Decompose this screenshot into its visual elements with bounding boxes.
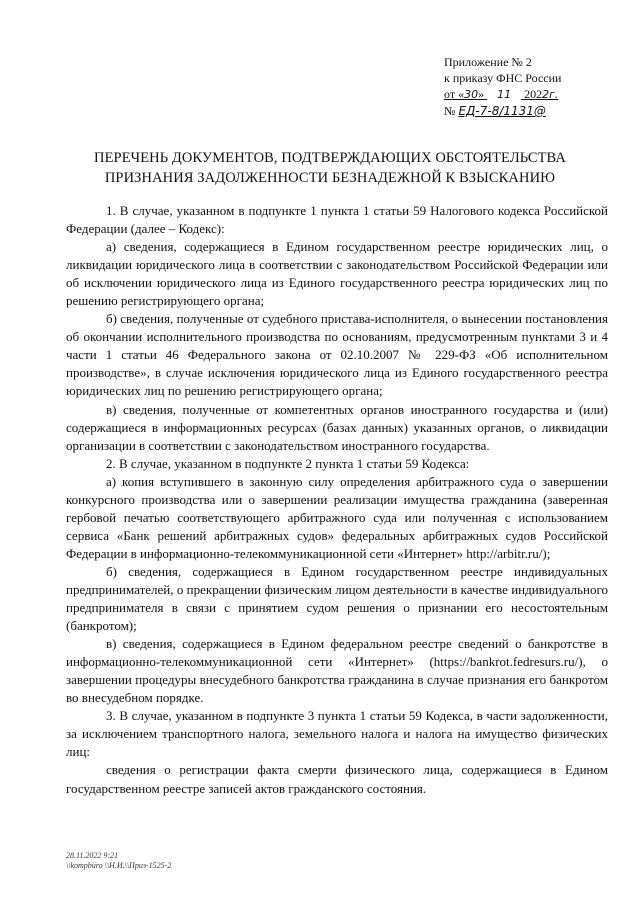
appendix-date-year-suffix: 2г. (542, 88, 559, 101)
appendix-date-month: 11 (497, 88, 512, 101)
paragraph-2c: в) сведения, содержащиеся в Едином федеральном реестре сведений о банкротстве в информационно-телекоммуникационной сети «Интернет» (https://bankrot.fedresurs.ru/), о завершении процедуры внесудебного банкротства гражданина в случае признания его банкротом во внесудебном порядке. (66, 636, 608, 706)
appendix-number (444, 103, 624, 119)
appendix-date-day: 30 (464, 88, 479, 101)
title-line-2: ПРИЗНАНИЯ ЗАДОЛЖЕННОСТИ БЕЗНАДЕЖНОЙ К ВЗЫСКАНИЮ (104, 170, 556, 186)
paragraph-1: 1. В случае, указанном в подпункте 1 пункта 1 статьи 59 Налогового кодекса Российской Федерации (далее – Кодекс): (66, 203, 608, 237)
appendix-order-ref: к приказу ФНС России (444, 71, 562, 85)
paragraph-2a: а) копия вступившего в законную силу определения арбитражного суда о завершении конкурсного производства или о завершении реализации имущества гражданина (заверенная гербовой печатью соответствующего арбитражного суда или полученная с использованием сервиса «Банк решений арбитражных судов» федеральных арбитражных судов Российской Федерации в информационно-телекоммуникационной сети «Интернет» http://arbitr.ru/); (66, 473, 608, 561)
paragraph-2b: б) сведения, содержащиеся в Едином государственном реестре индивидуальных предпринимателей, о прекращении физическим лицом деятельности в качестве индивидуального предпринимателя в связи с принятием судом решения о признании его несостоятельным (банкротом); (66, 563, 608, 634)
title-line-1: ПЕРЕЧЕНЬ ДОКУМЕНТОВ, ПОДТВЕРЖДАЮЩИХ ОБСТОЯТЕЛЬСТВА (94, 150, 566, 166)
footer-path: \\kompburo \\Н.И.\\Приз-1525-2 (66, 861, 172, 870)
appendix-block (444, 54, 624, 119)
document-title (40, 148, 620, 188)
appendix-date-mid: » (478, 87, 485, 101)
appendix-date-prefix: от « (444, 87, 465, 101)
footer-timestamp: 28.11.2022 9:21 (66, 851, 119, 860)
appendix-date-year-prefix: 202 (524, 87, 543, 101)
file-footer (66, 851, 171, 871)
document-body (66, 202, 608, 798)
paragraph-3: 3. В случае, указанном в подпункте 3 пункта 1 статьи 59 Кодекса, в части задолженности, за исключением транспортного налога, земельного налога и налога на имущество физических лиц: (66, 708, 608, 760)
appendix-number-value: ЕД-7-8/1131@ (458, 104, 546, 118)
paragraph-3-text: сведения о регистрации факта смерти физического лица, содержащиеся в Едином государственном реестре записей актов гражданского состояния. (66, 762, 608, 796)
paragraph-2: 2. В случае, указанном в подпункте 2 пункта 1 статьи 59 Кодекса: (106, 455, 470, 471)
paragraph-1a: а) сведения, содержащиеся в Едином государственном реестре юридических лиц, о ликвидации юридического лица в соответствии с законодательством Российской Федерации или об исключении юридического лица из Единого государственного реестра юридических лиц по решению регистрирующего органа; (66, 239, 608, 309)
appendix-date (444, 86, 624, 103)
paragraph-1c: в) сведения, полученные от компетентных органов иностранного государства и (или) содержащиеся в информационных ресурсах (базах данных) указанных органов, о ликвидации организации в соответствии с законодательством иностранного государства. (66, 401, 608, 453)
paragraph-1b: б) сведения, полученные от судебного пристава-исполнителя, о вынесении постановления об окончании исполнительного производства по основаниям, предусмотренным пунктами 3 и 4 части 1 статьи 46 Федерального закона от 02.10.2007 № 229-ФЗ «Об исполнительном производстве», в случае исключения юридического лица из Единого государственного реестра юридических лиц по решению регистрирующего органа; (66, 311, 608, 399)
appendix-title: Приложение № 2 (444, 55, 532, 69)
appendix-number-prefix: № (444, 104, 456, 118)
